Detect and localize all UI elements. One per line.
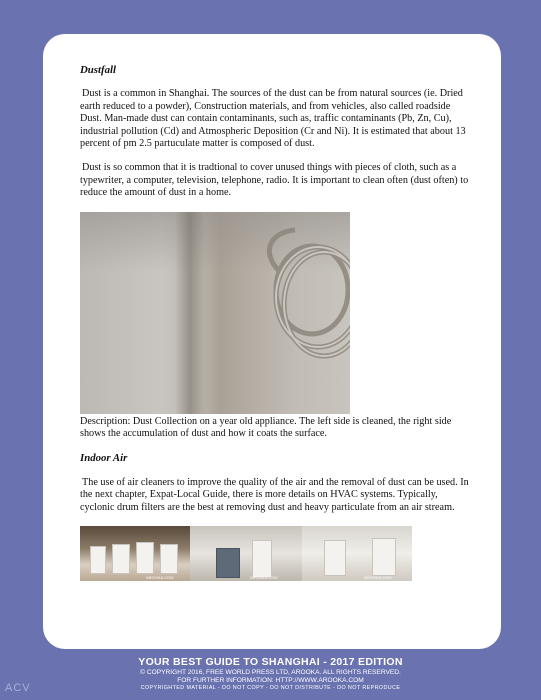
air-purifier-photo-1 [80, 526, 190, 581]
air-purifier-photo-2 [190, 526, 302, 581]
purifier-unit [90, 546, 106, 574]
dustfall-paragraph-2: Dust is so common that it is tradtional to cover unused things with pieces of cloth, such as a typewriter, a computer, television, telephone, radio. It is important to clean often (dust often) to reduce the amount of dust in a home. [80, 162, 469, 199]
purifier-unit [160, 544, 178, 574]
photo-watermark: AROOKA.COM [146, 575, 174, 581]
purifier-unit [216, 548, 240, 578]
photo-watermark: AROOKA.COM [250, 575, 278, 581]
air-purifier-photos [80, 526, 412, 581]
purifier-unit [324, 540, 346, 576]
page-footer [0, 656, 541, 692]
footer-notice: COPYRIGHTED MATERIAL - DO NOT COPY - DO NOT DISTRIBUTE - DO NOT REPRODUCE [140, 685, 401, 692]
footer-title: YOUR BEST GUIDE TO SHANGHAI - 2017 EDITION [138, 656, 403, 668]
dustfall-paragraph-1: Dust is a common in Shanghai. The sources of the dust can be from natural sources (ie. Dried earth reduced to a powder), Construction materials, and from vehicles, also called roadside Dust. Man-made dust can contain contaminants, such as, traffic contaminants (Pb, Zn, Cu), industrial pollution (Cd) and Atmospheric Deposition (Cr and Ni). It is estimated that about 13 percent of pm 2.5 partuculate matter is composed of dust. [80, 88, 466, 150]
purifier-unit [112, 544, 130, 574]
indoor-air-paragraph: The use of air cleaners to improve the quality of the air and the removal of dust can be used. In the next chapter, Expat-Local Guide, there is more details on HVAC systems. Typically, cyclonic drum filters are the best at removing dust and heavy particulate from an air stream. [80, 476, 469, 513]
section-heading-indoor-air: Indoor Air [80, 452, 128, 465]
footer-copyright: © COPYRIGHT 2016, FREE WORLD PRESS LTD, AROOKA. ALL RIGHTS RESERVED. [140, 669, 401, 676]
footer-info-link: FOR FURTHER INFORMATION: HTTP://WWW.AROOKA.COM [177, 677, 364, 685]
dust-photo-caption: Description: Dust Collection on a year old appliance. The left side is cleaned, the right side shows the accumulation of dust and how it coats the surface. [80, 415, 452, 440]
section-heading-dustfall: Dustfall [80, 64, 116, 76]
air-purifier-photo-3 [302, 526, 412, 581]
dust-appliance-photo [80, 212, 350, 414]
purifier-unit [136, 542, 154, 574]
cable-coil-image [80, 212, 350, 414]
purifier-unit [372, 538, 396, 576]
photo-watermark: AROOKA.COM [364, 575, 392, 581]
page-content [80, 64, 470, 581]
corner-mark: ACV [5, 682, 31, 694]
document-page [43, 34, 501, 649]
